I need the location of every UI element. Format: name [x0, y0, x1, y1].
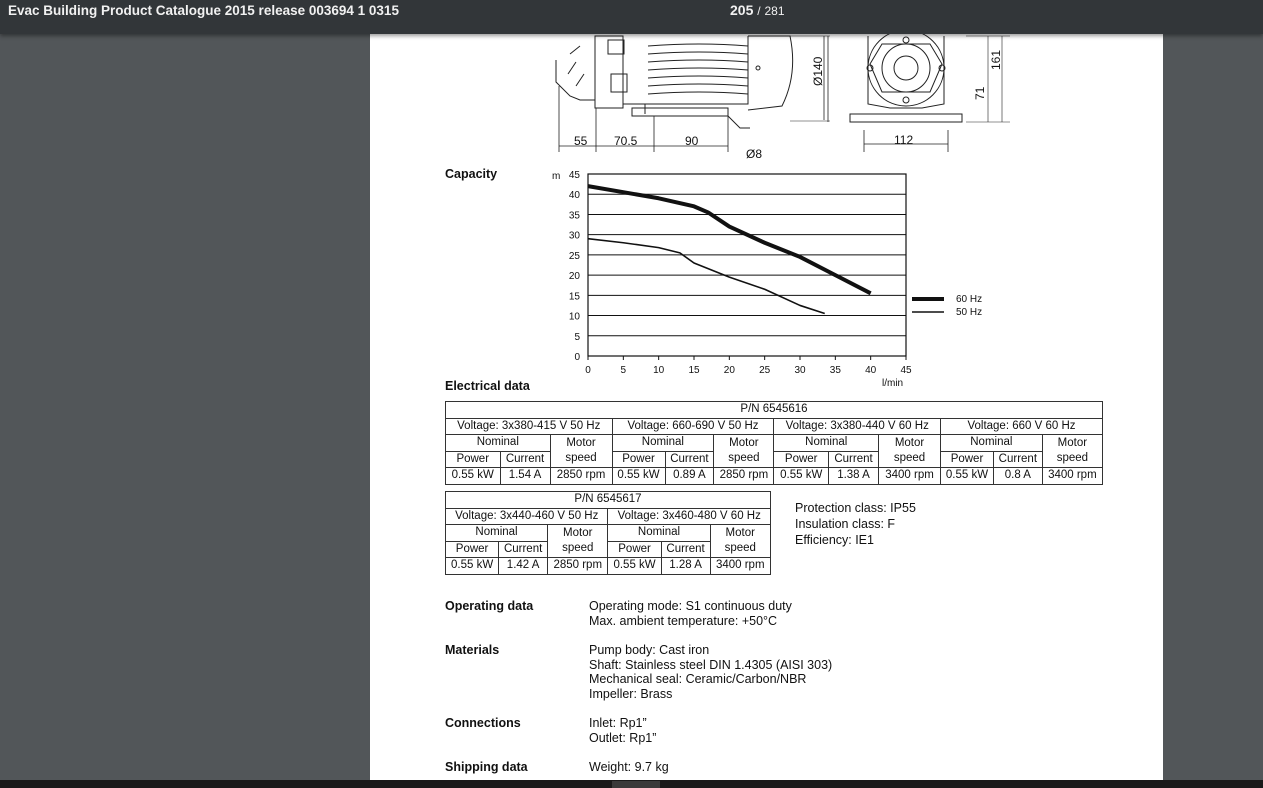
motor-speed-header: Motor speed	[550, 435, 612, 468]
table-cell: 0.55 kW	[446, 468, 501, 485]
y-tick-label: 0	[574, 352, 580, 363]
power-header: Power	[940, 451, 993, 468]
total-pages: 281	[764, 4, 785, 18]
pdf-page	[370, 34, 1163, 780]
dim-70-5: 70.5	[614, 134, 638, 148]
table-cell: 0.55 kW	[940, 468, 993, 485]
viewer-toolbar	[0, 0, 1263, 34]
current-header: Current	[499, 541, 548, 558]
table-cell: 0.55 kW	[774, 468, 829, 485]
nominal-header: Nominal	[612, 435, 714, 452]
motor-speed-header: Motor speed	[548, 525, 608, 558]
y-axis-label: m	[552, 171, 561, 182]
shipping-heading: Shipping data	[445, 760, 528, 774]
document-title: Evac Building Product Catalogue 2015 release 003694 1 0315	[8, 3, 399, 18]
nominal-header: Nominal	[608, 525, 710, 542]
table-cell: 0.8 A	[994, 468, 1043, 485]
table-cell: 1.42 A	[499, 558, 548, 575]
y-tick-label: 35	[568, 210, 580, 222]
materials-line: Shaft: Stainless steel DIN 1.4305 (AISI 303)	[589, 657, 833, 672]
dim-161: 161	[989, 49, 1003, 70]
table-row	[446, 558, 771, 575]
class-info	[795, 501, 916, 549]
table-row	[446, 468, 1103, 485]
operating-line: Operating mode: S1 continuous duty	[589, 599, 792, 613]
y-tick-label: 30	[568, 230, 580, 242]
current-header: Current	[828, 451, 878, 468]
dim-140: Ø140	[811, 56, 825, 86]
y-tick-label: 45	[568, 170, 580, 181]
table1-voltage: Voltage: 660-690 V 50 Hz	[612, 418, 774, 435]
current-header: Current	[661, 541, 710, 558]
insulation-class: Insulation class: F	[795, 517, 896, 531]
materials-text	[589, 643, 832, 701]
table-cell: 2850 rpm	[714, 468, 774, 485]
current-page-input[interactable]: 205	[730, 2, 754, 18]
nominal-header: Nominal	[940, 435, 1042, 452]
y-tick-label: 5	[574, 331, 580, 343]
connections-line: Inlet: Rp1”	[589, 716, 647, 730]
table-cell: 2850 rpm	[550, 468, 612, 485]
materials-line: Mechanical seal: Ceramic/Carbon/NBR	[589, 672, 807, 686]
dim-90: 90	[685, 134, 699, 148]
x-tick-label: 40	[865, 365, 877, 376]
table1-pn: P/N 6545616	[446, 402, 1103, 419]
dim-71: 71	[973, 86, 987, 100]
dimension-drawing	[370, 34, 1163, 164]
table-cell: 3400 rpm	[1042, 468, 1102, 485]
shipping-text	[589, 760, 669, 775]
x-tick-label: 20	[723, 365, 735, 376]
plot-frame	[588, 174, 906, 356]
x-tick-label: 35	[829, 365, 841, 376]
nominal-header: Nominal	[446, 525, 548, 542]
electrical-table-1	[445, 401, 1103, 485]
series-line-50hz	[588, 239, 825, 314]
efficiency-class: Efficiency: IE1	[795, 533, 874, 547]
page-counter	[730, 2, 785, 18]
table-cell: 0.55 kW	[608, 558, 661, 575]
x-tick-label: 25	[759, 365, 771, 376]
operating-heading: Operating data	[445, 599, 534, 613]
table-cell: 3400 rpm	[879, 468, 941, 485]
table-cell: 0.55 kW	[446, 558, 499, 575]
nominal-header: Nominal	[774, 435, 879, 452]
x-tick-label: 5	[620, 365, 627, 376]
legend-label: 60 Hz	[956, 294, 983, 305]
electrical-table-2	[445, 491, 771, 575]
y-tick-label: 10	[568, 311, 580, 323]
capacity-heading: Capacity	[445, 167, 498, 181]
page-separator: /	[757, 4, 761, 18]
x-tick-label: 15	[688, 365, 700, 376]
dim-112: 112	[894, 133, 914, 147]
table1-voltage: Voltage: 3x380-440 V 60 Hz	[774, 418, 941, 435]
motor-speed-header: Motor speed	[710, 525, 770, 558]
motor-speed-header: Motor speed	[1042, 435, 1102, 468]
shipping-line: Weight: 9.7 kg	[589, 760, 669, 774]
materials-line: Pump body: Cast iron	[589, 643, 710, 657]
protection-class: Protection class: IP55	[795, 501, 916, 515]
electrical-heading: Electrical data	[445, 379, 530, 393]
materials-heading: Materials	[445, 643, 500, 657]
motor-speed-header: Motor speed	[879, 435, 941, 468]
table-cell: 0.89 A	[665, 468, 714, 485]
connections-line: Outlet: Rp1”	[589, 730, 657, 745]
dim-8: Ø8	[746, 147, 763, 161]
current-header: Current	[665, 451, 714, 468]
table1-voltage: Voltage: 3x380-415 V 50 Hz	[446, 418, 613, 435]
table-cell: 1.54 A	[500, 468, 550, 485]
power-header: Power	[446, 541, 499, 558]
table2-voltage: Voltage: 3x460-480 V 60 Hz	[608, 508, 771, 525]
table2-pn: P/N 6545617	[446, 492, 771, 509]
connections-heading: Connections	[445, 716, 521, 730]
motor-speed-header: Motor speed	[714, 435, 774, 468]
y-tick-label: 40	[568, 190, 580, 202]
x-tick-label: 0	[585, 365, 591, 376]
x-tick-label: 30	[794, 365, 806, 376]
y-tick-label: 15	[568, 291, 580, 303]
capacity-chart	[540, 164, 1000, 394]
y-tick-label: 25	[568, 250, 580, 262]
table-cell: 1.38 A	[828, 468, 878, 485]
nominal-header: Nominal	[446, 435, 551, 452]
operating-line: Max. ambient temperature: +50°C	[589, 613, 778, 628]
current-header: Current	[500, 451, 550, 468]
table-cell: 2850 rpm	[548, 558, 608, 575]
legend-label: 50 Hz	[956, 307, 983, 318]
dim-55: 55	[574, 134, 588, 148]
x-axis-label: l/min	[882, 378, 904, 389]
table2-voltage: Voltage: 3x440-460 V 50 Hz	[446, 508, 608, 525]
current-header: Current	[994, 451, 1043, 468]
operating-text	[589, 599, 792, 628]
connections-text	[589, 716, 656, 745]
x-tick-label: 10	[653, 365, 665, 376]
materials-line: Impeller: Brass	[589, 686, 673, 701]
power-header: Power	[774, 451, 829, 468]
table-cell: 3400 rpm	[710, 558, 770, 575]
table-cell: 0.55 kW	[612, 468, 665, 485]
table-cell: 1.28 A	[661, 558, 710, 575]
scrollbar-thumb[interactable]	[612, 781, 660, 788]
power-header: Power	[446, 451, 501, 468]
power-header: Power	[608, 541, 661, 558]
table1-voltage: Voltage: 660 V 60 Hz	[940, 418, 1102, 435]
y-tick-label: 20	[568, 271, 580, 283]
power-header: Power	[612, 451, 665, 468]
x-tick-label: 45	[900, 365, 912, 376]
